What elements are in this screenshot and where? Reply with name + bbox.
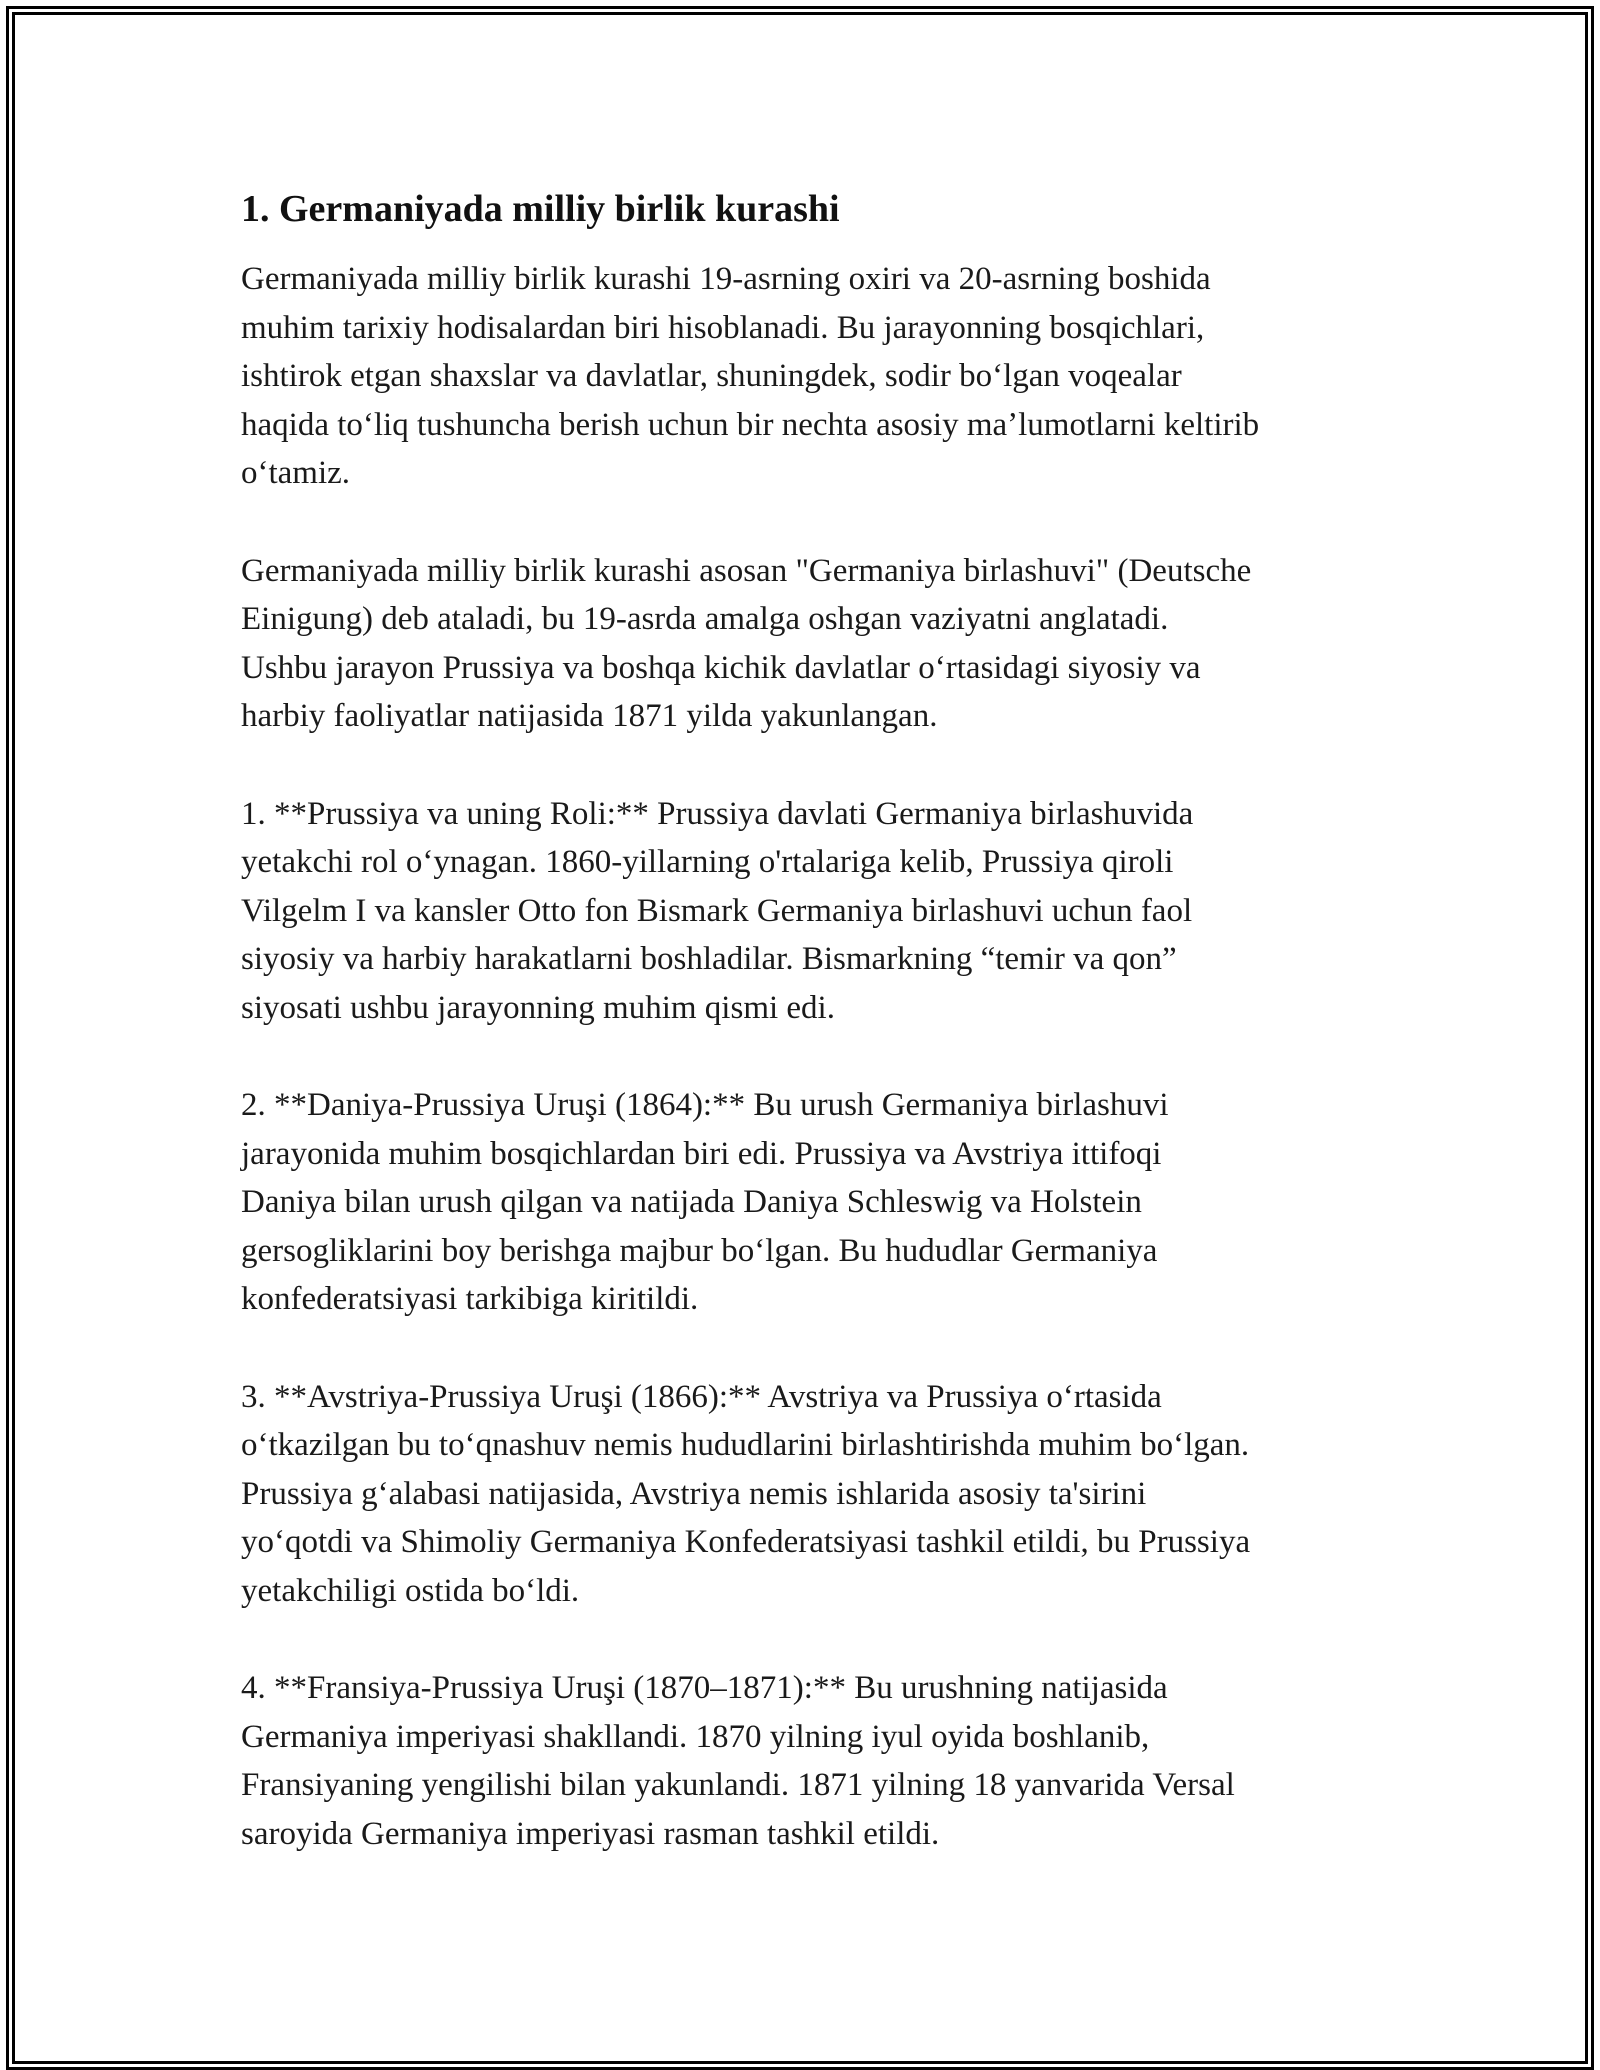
- page-border-outer: [6, 6, 1594, 2070]
- paragraph-intro: Germaniyada milliy birlik kurashi 19-asrning oxiri va 20-asrning boshida muhim tarixiy hodisalardan biri hisoblanadi. Bu jarayonning bosqichlari, ishtirok etgan shaxslar va davlatlar, shuningdek, sodir boʻlgan voqealar haqida toʻliq tushuncha berish uchun bir nechta asosiy maʼlumotlarni keltirib oʻtamiz.: [241, 261, 1260, 491]
- paragraph-danish-prussian-war: 2. **Daniya-Prussiya Uruşi (1864):** Bu urush Germaniya birlashuvi jarayonida muhim bosqichlardan biri edi. Prussiya va Avstriya ittifoqi Daniya bilan urush qilgan va natijada Daniya Schleswig va Holstein gersogliklarini boy berishga majbur boʻlgan. Bu hududlar Germaniya konfederatsiyasi tarkibiga kiritildi.: [241, 1087, 1169, 1317]
- paragraph-overview: Germaniyada milliy birlik kurashi asosan "Germaniya birlashuvi" (Deutsche Einigung) deb ataladi, bu 19-asrda amalga oshgan vaziyatni anglatadi. Ushbu jarayon Prussiya va boshqa kichik davlatlar oʻrtasidagi siyosiy va harbiy faoliyatlar natijasida 1871 yilda yakunlangan.: [241, 552, 1252, 734]
- page-border-inner: [12, 12, 1588, 2064]
- paragraph-austro-prussian-war: 3. **Avstriya-Prussiya Uruşi (1866):** Avstriya va Prussiya oʻrtasida oʻtkazilgan bu toʻqnashuv nemis hududlarini birlashtirishda muhim boʻlgan. Prussiya gʻalabasi natijasida, Avstriya nemis ishlarida asosiy ta'sirini yoʻqotdi va Shimoliy Germaniya Konfederatsiyasi tashkil etildi, bu Prussiya yetakchiligi ostida boʻldi.: [241, 1378, 1251, 1609]
- paragraph-prussia-role: 1. **Prussiya va uning Roli:** Prussiya davlati Germaniya birlashuvida yetakchi rol oʻynagan. 1860-yillarning o'rtalariga kelib, Prussiya qiroli Vilgelm I va kansler Otto fon Bismark Germaniya birlashuvi uchun faol siyosiy va harbiy harakatlarni boshladilar. Bismarkning “temir va qon” siyosati ushbu jarayonning muhim qismi edi.: [241, 795, 1194, 1026]
- paragraph-franco-prussian-war: 4. **Fransiya-Prussiya Uruşi (1870–1871):** Bu urushning natijasida Germaniya imperiyasi shakllandi. 1870 yilning iyul oyida boshlanib, Fransiyaning yengilishi bilan yakunlandi. 1871 yilning 18 yanvarida Versal saroyida Germaniya imperiyasi rasman tashkil etildi.: [241, 1670, 1235, 1852]
- document-title: 1. Germaniyada milliy birlik kurashi: [241, 188, 840, 230]
- document-body: [241, 185, 1391, 1907]
